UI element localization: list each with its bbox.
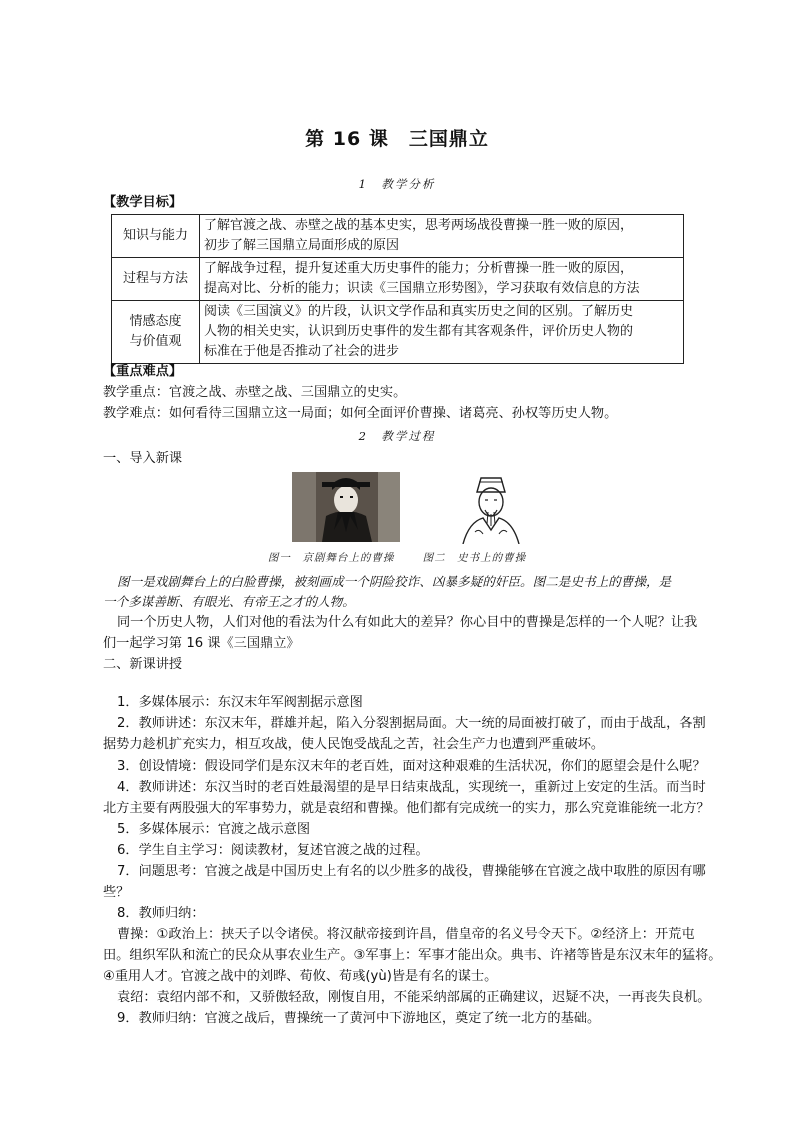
objectives-table (111, 214, 684, 364)
objective-line: 标准在于他是否推动了社会的进步 (204, 344, 400, 359)
figure-row (0, 472, 794, 544)
objective-label: 过程与方法 (112, 258, 200, 301)
difficult-point: 教学难点：如何看待三国鼎立这一局面；如何全面评价曹操、诸葛亮、孙权等历史人物。 (103, 406, 618, 421)
intro-heading: 一、导入新课 (103, 451, 183, 466)
step-line: 北方主要有两股强大的军事势力，就是袁绍和曹操。他们都有完成统一的实力，那么究竟谁能统一北方？ (103, 801, 710, 816)
objective-line: 人物的相关史实，认识到历史事件的发生都有其客观条件，评价历史人物的 (204, 324, 634, 339)
section-heading-analysis: 1 教学分析 (358, 177, 436, 191)
objective-content (200, 215, 684, 258)
opera-caocao-photo (292, 472, 400, 542)
step-line: ④重用人才。官渡之战中的刘晔、荀攸、荀彧(yù)皆是有名的谋士。 (103, 969, 498, 984)
key-point: 教学重点：官渡之战、赤壁之战、三国鼎立的史实。 (103, 385, 407, 400)
section-heading-process: 2 教学过程 (358, 429, 436, 443)
intro-question-line: 们一起学习第 16 课《三国鼎立》 (103, 636, 300, 651)
page-title: 第 16 课 三国鼎立 (305, 128, 489, 150)
objective-label (112, 301, 200, 364)
step-line: 3．创设情境：假设同学们是东汉末年的老百姓，面对这种艰难的生活状况，你们的愿望会是什么呢？ (117, 759, 706, 774)
objective-label-line: 与价值观 (129, 334, 182, 349)
figure-caption-1: 图一 京剧舞台上的曹操 (267, 552, 395, 564)
figure-description-line: 一个多谋善断、有眼光、有帝王之才的人物。 (103, 594, 355, 609)
objective-line: 了解战争过程，提升复述重大历史事件的能力；分析曹操一胜一败的原因， (204, 261, 634, 276)
figure-description-line: 图一是戏剧舞台上的白脸曹操，被刻画成一个阴险狡诈、凶暴多疑的奸臣。图二是史书上的曹操，是 (117, 574, 672, 589)
figure-caption-2: 图二 史书上的曹操 (422, 552, 527, 564)
step-line: 1．多媒体展示：东汉末年军阀割据示意图 (117, 695, 363, 710)
objective-line: 初步了解三国鼎立局面形成的原因 (204, 238, 400, 253)
key-points-heading: 【重点难点】 (103, 364, 183, 379)
objective-line: 了解官渡之战、赤壁之战的基本史实，思考两场战役曹操一胜一败的原因， (204, 218, 634, 233)
step-line: 田。组织军队和流亡的民众从事农业生产。③军事上：军事才能出众。典韦、许褚等皆是东汉末年的猛将。 (103, 948, 722, 963)
step-line: 据势力趁机扩充实力，相互攻战，使人民饱受战乱之苦，社会生产力也遭到严重破坏。 (103, 737, 605, 752)
objective-label: 知识与能力 (112, 215, 200, 258)
historical-caocao-image (455, 472, 527, 544)
table-row (112, 258, 684, 301)
objective-line: 提高对比、分析的能力；识读《三国鼎立形势图》，学习获取有效信息的方法 (204, 281, 640, 296)
objective-content (200, 301, 684, 364)
step-line: 些？ (103, 885, 130, 900)
step-line: 4．教师讲述：东汉当时的老百姓最渴望的是早日结束战乱，实现统一，重新过上安定的生活。而当时 (117, 780, 706, 795)
objective-line: 阅读《三国演义》的片段，认识文学作品和真实历史之间的区别。了解历史 (204, 304, 634, 319)
objectives-heading: 【教学目标】 (103, 195, 183, 210)
step-line: 2．教师讲述：东汉末年，群雄并起，陷入分裂割据局面。大一统的局面被打破了，而由于战乱，各割 (117, 716, 706, 731)
intro-question-line: 同一个历史人物，人们对他的看法为什么有如此大的差异？你心目中的曹操是怎样的一个人呢？让我 (117, 615, 698, 630)
step-line: 袁绍：袁绍内部不和，又骄傲轻敌，刚愎自用，不能采纳部属的正确建议，迟疑不决，一再丧失良机。 (117, 990, 711, 1005)
objective-content (200, 258, 684, 301)
table-row (112, 215, 684, 258)
step-line: 5．多媒体展示：官渡之战示意图 (117, 822, 311, 837)
objective-label-line: 情感态度 (129, 314, 182, 329)
step-line: 6．学生自主学习：阅读教材，复述官渡之战的过程。 (117, 843, 429, 858)
new-lesson-heading: 二、新课讲授 (103, 657, 183, 672)
step-line: 9．教师归纳：官渡之战后，曹操统一了黄河中下游地区，奠定了统一北方的基础。 (117, 1011, 601, 1026)
figure-captions (0, 550, 794, 565)
opera-caocao-image (292, 472, 400, 542)
step-line: 8．教师归纳： (117, 906, 205, 921)
step-line: 7．问题思考：官渡之战是中国历史上有名的以少胜多的战役，曹操能够在官渡之战中取胜的原因有哪 (117, 864, 706, 879)
table-row (112, 301, 684, 364)
step-line: 曹操：①政治上：挟天子以令诸侯。将汉献帝接到许昌，借皇帝的名义号令天下。②经济上：开荒屯 (117, 927, 695, 942)
historical-caocao-drawing (455, 472, 527, 544)
